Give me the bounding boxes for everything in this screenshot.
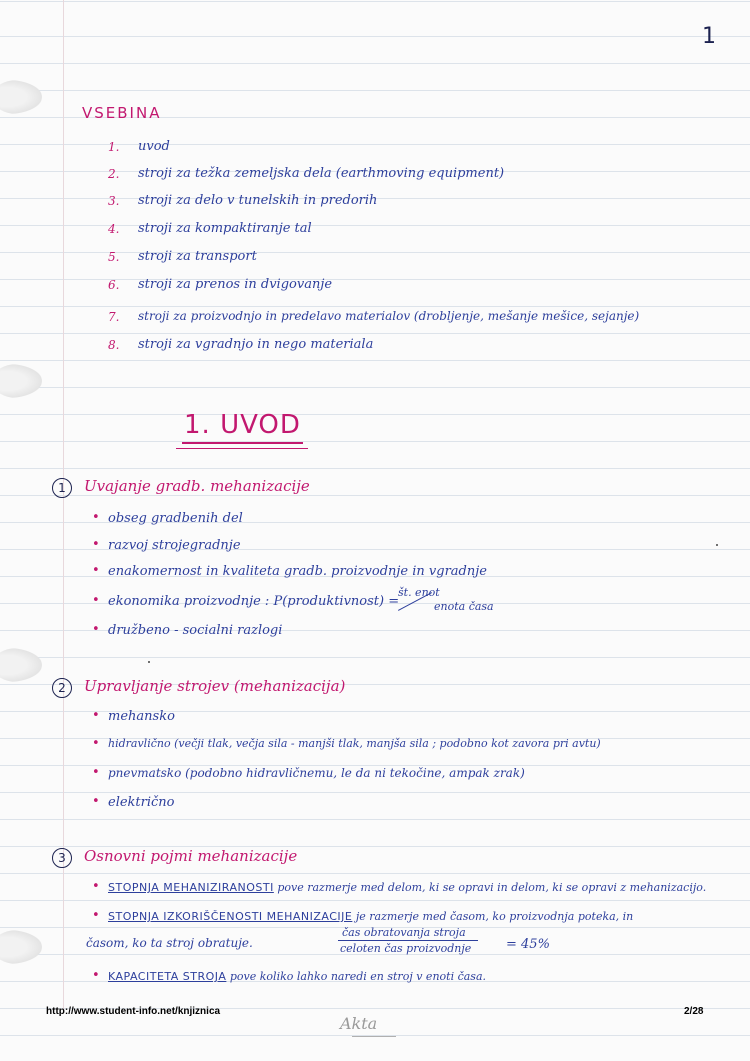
punch-hole xyxy=(0,80,42,114)
fraction-bar xyxy=(338,940,478,941)
list-item: razvoj strojegradnje xyxy=(108,538,241,553)
logo-swash xyxy=(352,1036,396,1037)
term-definition: je razmerje med časom, ko proizvodnja poteka, in xyxy=(355,910,634,923)
bullet: • xyxy=(92,593,100,608)
toc-item-number: 8. xyxy=(108,338,120,352)
list-item: električno xyxy=(108,795,175,810)
akta-logo: Akta xyxy=(340,1014,378,1033)
term-label: KAPACITETA STROJA xyxy=(108,970,227,983)
definition-row xyxy=(108,881,706,894)
toc-item-number: 5. xyxy=(108,250,120,264)
toc-item-number: 4. xyxy=(108,222,120,236)
section-title: Uvajanje gradb. mehanizacije xyxy=(84,477,310,495)
main-heading: 1. UVOD xyxy=(182,410,303,444)
toc-item-text: stroji za delo v tunelskih in predorih xyxy=(138,193,378,208)
toc-item-text: stroji za težka zemeljska dela (earthmoving equipment) xyxy=(138,166,505,181)
list-item: ekonomika proizvodnje : P(produktivnost) = xyxy=(108,594,400,609)
toc-item-text: stroji za kompaktiranje tal xyxy=(138,221,312,236)
toc-item-number: 6. xyxy=(108,278,120,292)
term-label: STOPNJA IZKORIŠČENOSTI MEHANIZACIJE xyxy=(108,910,353,923)
bullet: • xyxy=(92,968,100,983)
bullet: • xyxy=(92,879,100,894)
bullet: • xyxy=(92,765,100,780)
fraction-numerator: čas obratovanja stroja xyxy=(342,926,466,939)
bullet: • xyxy=(92,794,100,809)
list-item: hidravlično (večji tlak, večja sila - manjši tlak, manjša sila ; podobno kot zavora pri avtu) xyxy=(108,737,601,750)
bullet: • xyxy=(92,622,100,637)
fraction-denominator: celoten čas proizvodnje xyxy=(340,942,472,955)
toc-item-text: stroji za transport xyxy=(138,249,257,264)
bullet: • xyxy=(92,563,100,578)
footer-url: http://www.student-info.net/knjiznica xyxy=(46,1006,221,1017)
section-title: Upravljanje strojev (mehanizacija) xyxy=(84,677,346,695)
term-label: STOPNJA MEHANIZIRANOSTI xyxy=(108,881,274,894)
section-title: Osnovni pojmi mehanizacije xyxy=(84,847,298,865)
term-definition-continued: časom, ko ta stroj obratuje. xyxy=(86,936,253,950)
bullet: • xyxy=(92,908,100,923)
list-item: družbeno - socialni razlogi xyxy=(108,623,283,638)
toc-item-text: stroji za proizvodnjo in predelavo materialov (drobljenje, mešanje mešice, sejanje) xyxy=(138,309,640,323)
toc-item-number: 3. xyxy=(108,194,120,208)
punch-hole xyxy=(0,648,42,682)
list-item: pnevmatsko (podobno hidravličnemu, le da ni tekočine, ampak zrak) xyxy=(108,766,525,780)
fraction-denominator: enota časa xyxy=(434,600,494,613)
definition-row xyxy=(108,910,633,923)
bullet: • xyxy=(92,510,100,525)
section-number-badge: 2 xyxy=(52,678,72,698)
punch-hole xyxy=(0,930,42,964)
toc-item-number: 2. xyxy=(108,167,120,181)
footer-page-count: 2/28 xyxy=(684,1006,704,1017)
list-item: obseg gradbenih del xyxy=(108,511,243,526)
toc-item-text: stroji za vgradnjo in nego materiala xyxy=(138,337,374,352)
term-definition: pove koliko lahko naredi en stroj v enoti časa. xyxy=(229,970,487,983)
section-number-badge: 1 xyxy=(52,478,72,498)
page-number: 1 xyxy=(702,24,716,49)
heading-underline xyxy=(176,448,308,449)
toc-heading: VSEBINA xyxy=(82,104,162,122)
fraction-numerator: št. enot xyxy=(398,586,440,599)
fraction-result: = 45% xyxy=(506,937,550,952)
term-definition: pove razmerje med delom, ki se opravi in delom, ki se opravi z mehanizacijo. xyxy=(277,881,707,894)
stray-mark xyxy=(148,661,150,663)
list-item: mehansko xyxy=(108,709,175,724)
definition-row xyxy=(108,970,486,983)
bullet: • xyxy=(92,708,100,723)
section-number-badge: 3 xyxy=(52,848,72,868)
toc-item-number: 7. xyxy=(108,310,120,324)
toc-item-number: 1. xyxy=(108,140,120,154)
punch-hole xyxy=(0,364,42,398)
bullet: • xyxy=(92,537,100,552)
bullet: • xyxy=(92,736,100,751)
toc-item-text: stroji za prenos in dvigovanje xyxy=(138,277,333,292)
list-item: enakomernost in kvaliteta gradb. proizvodnje in vgradnje xyxy=(108,564,487,579)
stray-mark xyxy=(716,544,718,546)
toc-item-text: uvod xyxy=(138,139,170,154)
